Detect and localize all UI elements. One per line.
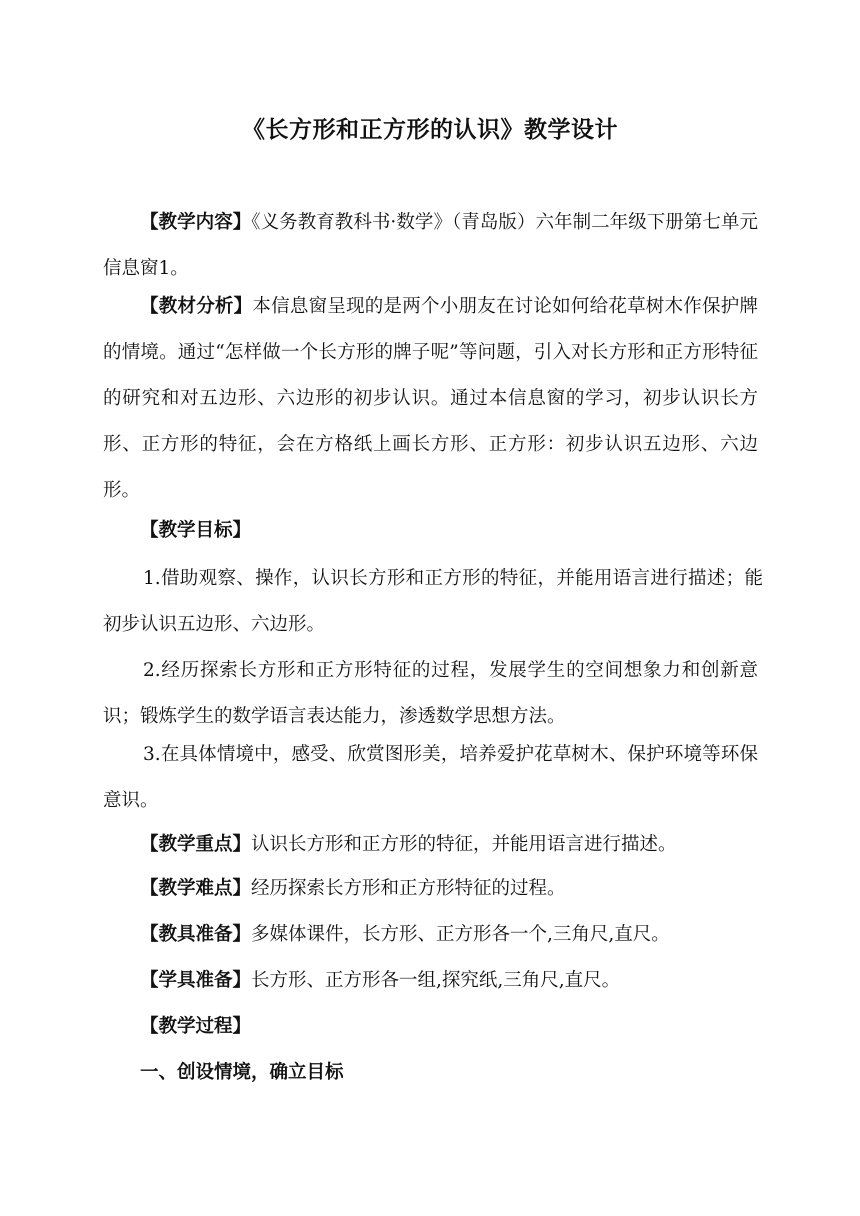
teacher-tools-text: 多媒体课件，长方形、正方形各一个,三角尺,直尺。 xyxy=(251,924,670,945)
material-analysis-label: 【教材分析】 xyxy=(140,296,253,317)
difficulty-text: 经历探索长方形和正方形特征的过程。 xyxy=(251,878,566,899)
objective-item-3: 3.在具体情境中，感受、欣赏图形美，培养爱护花草树木、保护环境等环保意识。 xyxy=(103,744,758,811)
difficulty-label: 【教学难点】 xyxy=(140,878,252,899)
teaching-objectives-heading xyxy=(103,508,758,554)
teacher-tools-label: 【教具准备】 xyxy=(140,924,252,945)
teaching-process-label: 【教学过程】 xyxy=(140,1016,252,1037)
section-1-heading: 一、创设情境，确立目标 xyxy=(140,1062,344,1083)
key-point-label: 【教学重点】 xyxy=(140,834,252,855)
document-title: 《长方形和正方形的认识》教学设计 xyxy=(242,116,618,143)
key-point-paragraph xyxy=(103,822,758,868)
key-point-text: 认识长方形和正方形的特征，并能用语言进行描述。 xyxy=(251,834,677,855)
objective-item-2: 2.经历探索长方形和正方形特征的过程，发展学生的空间想象力和创新意识；锻炼学生的数学语言表达能力，渗透数学思想方法。 xyxy=(103,660,758,727)
teaching-content-text: 《义务教育教科书·数学》（青岛版）六年制二年级下册第七单元信息窗1。 xyxy=(103,212,758,279)
difficulty-paragraph xyxy=(103,866,758,912)
teacher-tools-paragraph xyxy=(103,912,758,958)
material-analysis-text: 本信息窗呈现的是两个小朋友在讨论如何给花草树木作保护牌的情境。通过“怎样做一个长方形的牌子呢”等问题，引入对长方形和正方形特征的研究和对五边形、六边形的初步认识。通过本信息窗的学习，初步认识长方形、正方形的特征，会在方格纸上画长方形、正方形：初步认识五边形、六边形。 xyxy=(103,296,758,501)
student-tools-text: 长方形、正方形各一组,探究纸,三角尺,直尺。 xyxy=(251,970,621,991)
objective-item-1: 1.借助观察、操作，认识长方形和正方形的特征，并能用语言进行描述；能初步认识五边形、六边形。 xyxy=(103,568,763,635)
student-tools-label: 【学具准备】 xyxy=(140,970,252,991)
teaching-content-paragraph xyxy=(103,200,758,292)
material-analysis-paragraph xyxy=(103,284,758,514)
student-tools-paragraph xyxy=(103,958,758,1004)
teaching-content-label: 【教学内容】 xyxy=(140,212,252,233)
teaching-process-heading xyxy=(103,1004,758,1050)
teaching-objectives-label: 【教学目标】 xyxy=(140,520,252,541)
